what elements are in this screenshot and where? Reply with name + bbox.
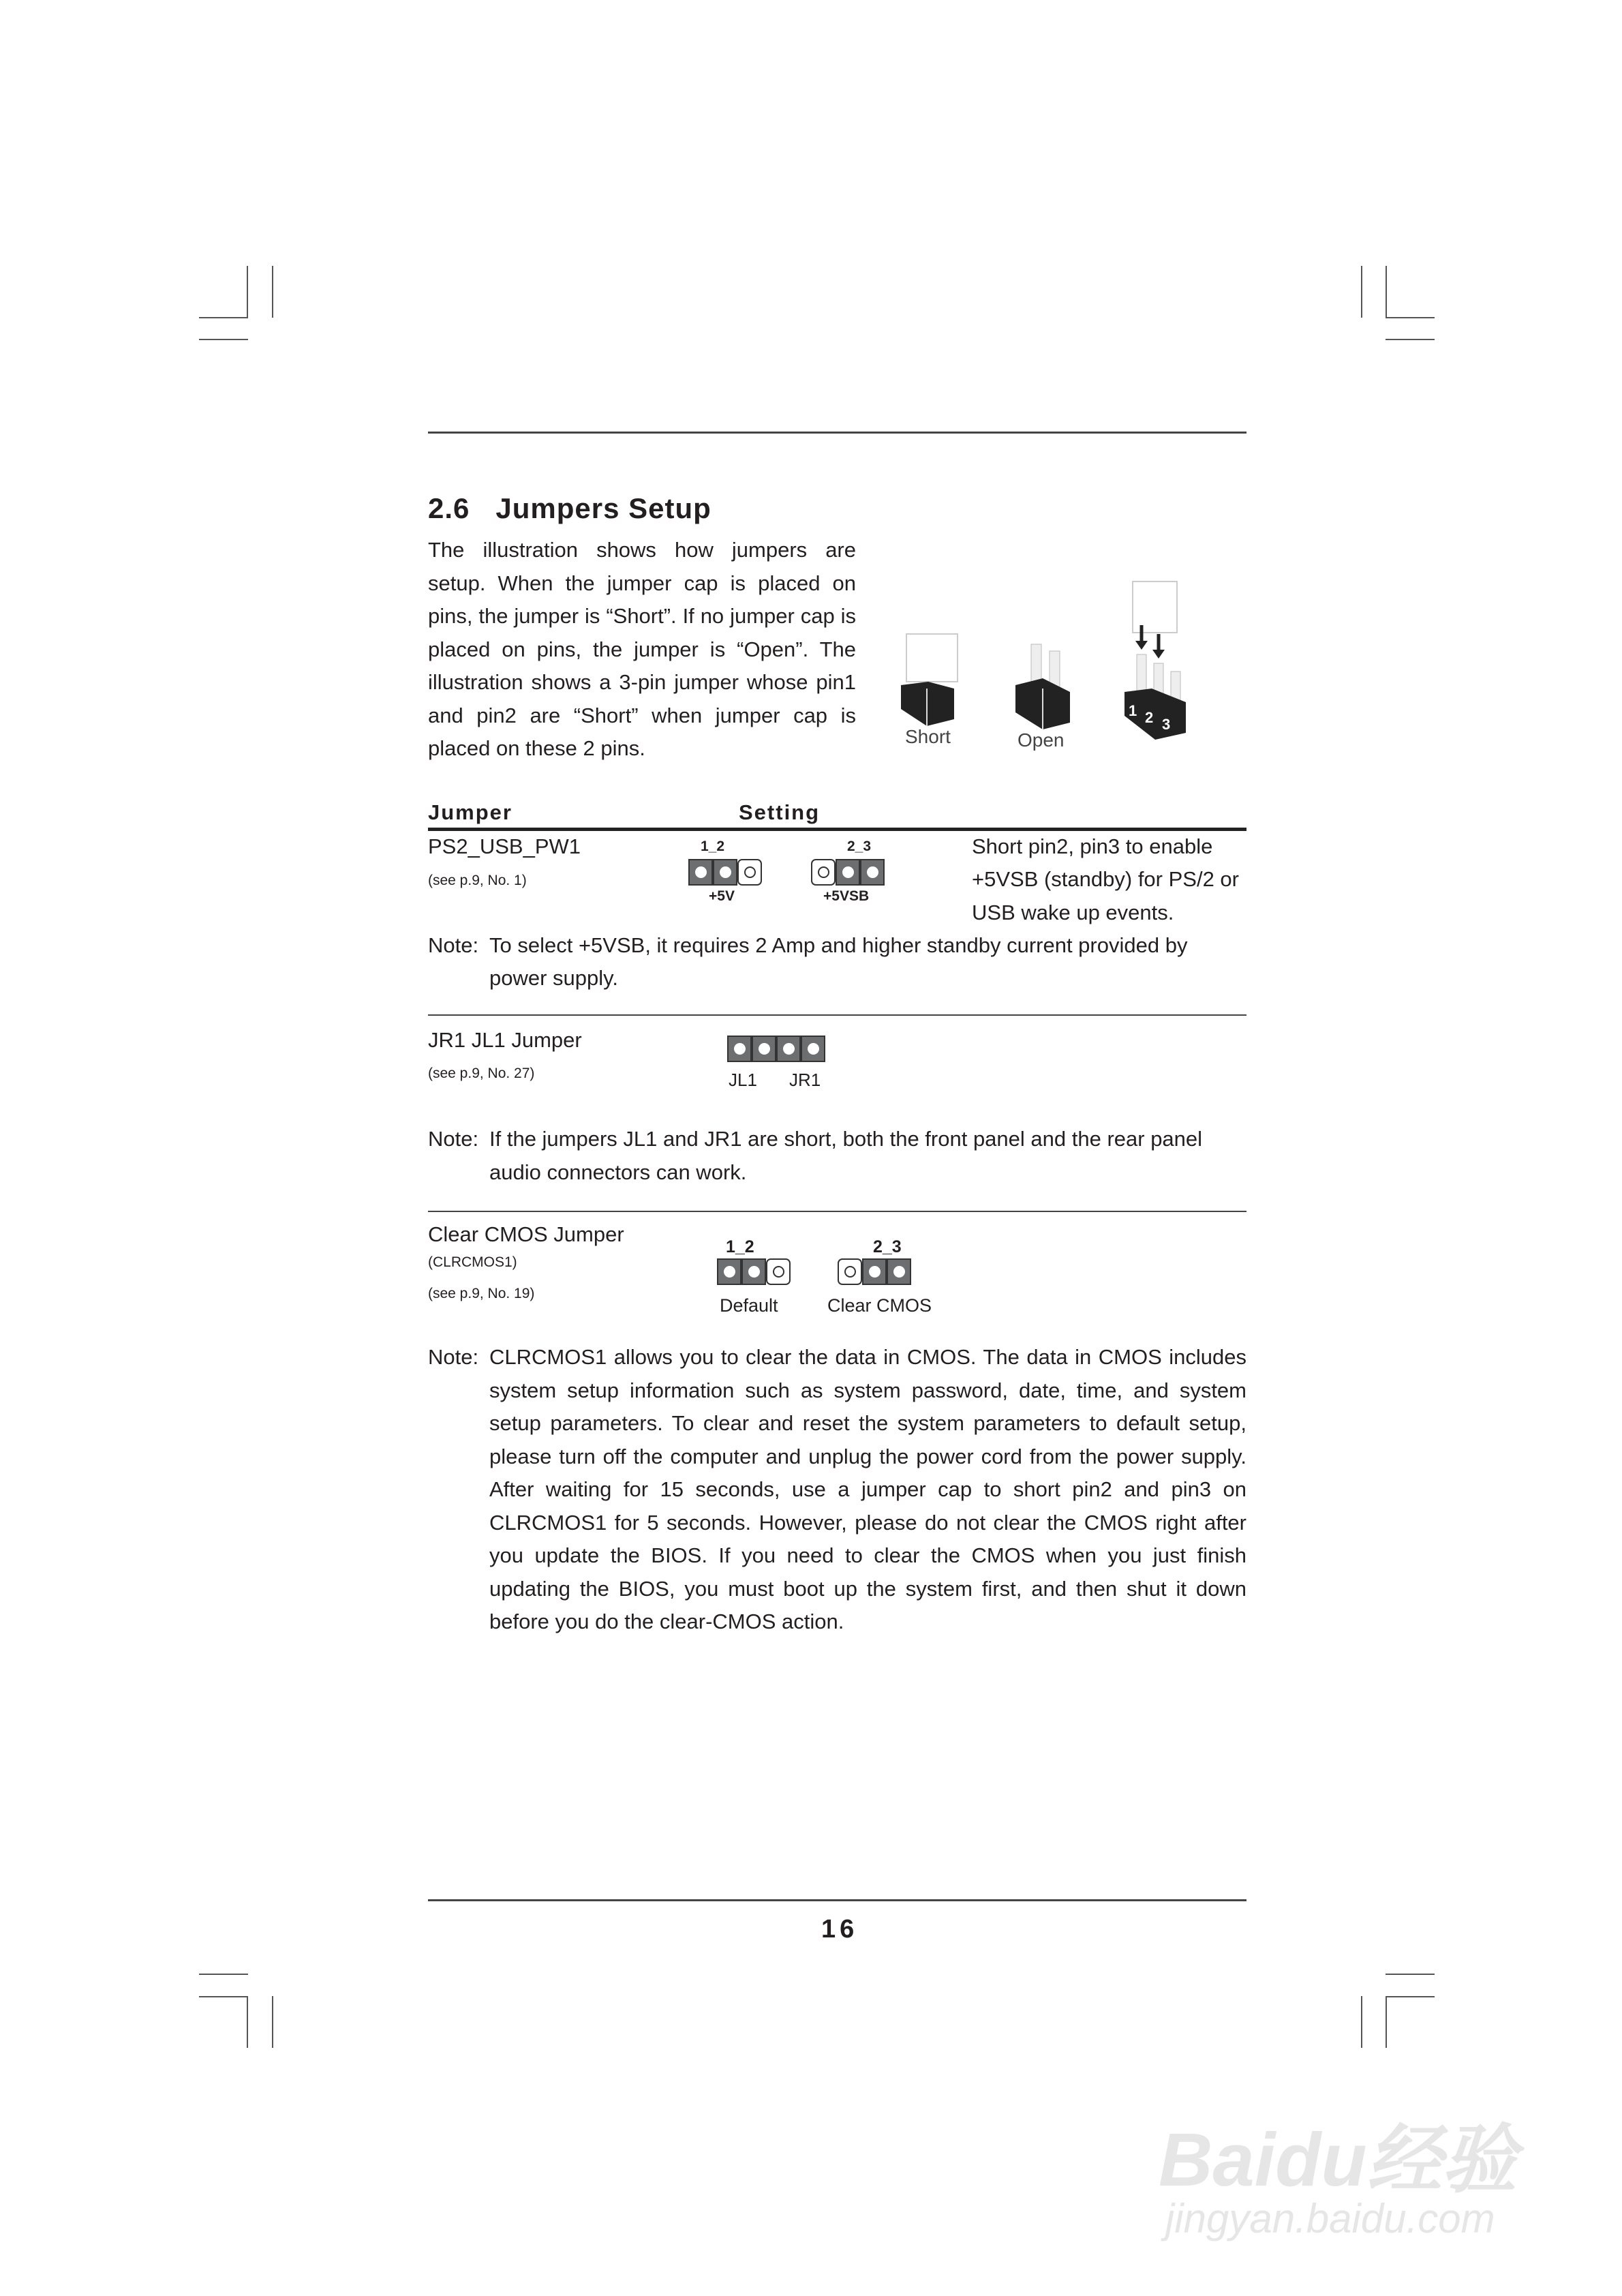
divider — [428, 1211, 1246, 1212]
ps2-ref: (see p.9, No. 1) — [428, 873, 527, 888]
crop-mark — [1386, 317, 1435, 318]
ps2-description-line: USB wake up events. — [972, 901, 1174, 924]
ps2-description-line: Short pin2, pin3 to enable — [972, 834, 1213, 858]
short-jumper-icon — [901, 634, 958, 726]
section-title: Jumpers Setup — [495, 492, 711, 524]
jl1-label: JL1 — [729, 1070, 757, 1090]
header-rule — [428, 432, 1246, 434]
column-header-setting: Setting — [739, 800, 821, 824]
ps2-jumper-5v-diagram — [688, 859, 762, 886]
jr1-note: audio connectors can work. — [489, 1160, 747, 1184]
clear-cmos-name: Clear CMOS Jumper — [428, 1222, 624, 1246]
jr1-note: If the jumpers JL1 and JR1 are short, both the front panel and the rear panel — [489, 1127, 1203, 1151]
cmos-opt2-label: 2_3 — [873, 1237, 902, 1256]
clear-cmos-ref: (see p.9, No. 19) — [428, 1286, 535, 1301]
jr1-label: JR1 — [789, 1070, 821, 1090]
page-number: 16 — [821, 1915, 859, 1944]
ps2-opt1-label: 1_2 — [701, 839, 725, 854]
crop-mark — [247, 266, 248, 318]
jr1-jl1-diagram — [727, 1036, 825, 1062]
svg-text:2: 2 — [1145, 709, 1154, 726]
ps2-note: To select +5VSB, it requires 2 Amp and higher standby current provided by — [489, 933, 1188, 957]
svg-text:1: 1 — [1129, 702, 1137, 719]
crop-mark — [1386, 1996, 1387, 2048]
crop-mark — [199, 317, 248, 318]
note-label: Note: — [428, 1127, 479, 1151]
open-jumper-icon — [1015, 644, 1070, 729]
crop-mark — [247, 1996, 248, 2048]
footer-rule — [428, 1899, 1246, 1901]
short-label: Short — [905, 726, 951, 747]
ps2-opt2-value: +5VSB — [823, 888, 870, 904]
open-label: Open — [1017, 729, 1065, 751]
jr1-ref: (see p.9, No. 27) — [428, 1066, 535, 1081]
three-pin-jumper-icon — [1124, 581, 1186, 740]
crop-mark — [199, 339, 248, 340]
section-heading — [428, 492, 711, 525]
intro-paragraph: The illustration shows how jumpers are setup. When the jumper cap is placed on pins, the jumper is “Short”. If no jumper cap is placed on pins, the jumper is “Open”. The illustration shows a 3-pin jumper whose pin1 and pin2 are “Short” when jumper cap is placed on these 2 pins. — [428, 538, 856, 760]
crop-mark — [199, 1974, 248, 1975]
baidu-watermark-url: jingyan.baidu.com — [1165, 2196, 1495, 2241]
ps2-opt1-value: +5V — [709, 888, 735, 904]
note-label: Note: — [428, 933, 479, 957]
section-number: 2.6 — [428, 492, 470, 524]
jr1-jl1-name: JR1 JL1 Jumper — [428, 1028, 582, 1052]
column-header-jumper: Jumper — [428, 800, 512, 824]
divider — [428, 1014, 1246, 1016]
baidu-watermark: Baidu经验 — [1159, 2118, 1517, 2202]
crop-mark — [1361, 1996, 1362, 2048]
cmos-note: CLRCMOS1 allows you to clear the data in CMOS. The data in CMOS includes system setup information such as system password, date, time, and system setup parameters. To clear and reset the system parameters to default setup, please turn off the computer and unplug the power cord from the power supply. After waiting for 15 seconds, use a jumper cap to short pin2 and pin3 on CLRCMOS1 for 5 seconds. However, please do not clear the CMOS right after you update the BIOS. If you need to clear the CMOS when you just finish updating the BIOS, you must boot up the system first, and then shut it down before you do the clear-CMOS action. — [489, 1345, 1246, 1633]
crop-mark — [1386, 1996, 1435, 1997]
ps2-note: power supply. — [489, 966, 618, 990]
crop-mark — [272, 266, 273, 318]
note-label: Note: — [428, 1345, 479, 1369]
cmos-opt1-value: Default — [720, 1295, 778, 1316]
crop-mark — [272, 1996, 273, 2048]
ps2-opt2-label: 2_3 — [847, 839, 872, 854]
crop-mark — [1386, 1974, 1435, 1975]
ps2-usb-pw1-name: PS2_USB_PW1 — [428, 834, 581, 858]
cmos-opt2-value: Clear CMOS — [827, 1295, 932, 1316]
cmos-opt1-label: 1_2 — [726, 1237, 754, 1256]
ps2-jumper-5vsb-diagram — [811, 859, 885, 886]
cmos-clear-diagram — [838, 1258, 911, 1285]
crop-mark — [1386, 266, 1387, 318]
svg-text:3: 3 — [1162, 716, 1171, 733]
crop-mark — [199, 1996, 248, 1997]
crop-mark — [1361, 266, 1362, 318]
crop-mark — [1386, 339, 1435, 340]
clear-cmos-id: (CLRCMOS1) — [428, 1254, 517, 1270]
ps2-description-line: +5VSB (standby) for PS/2 or — [972, 867, 1239, 891]
cmos-default-diagram — [717, 1258, 791, 1285]
jumper-illustration — [886, 569, 1227, 760]
